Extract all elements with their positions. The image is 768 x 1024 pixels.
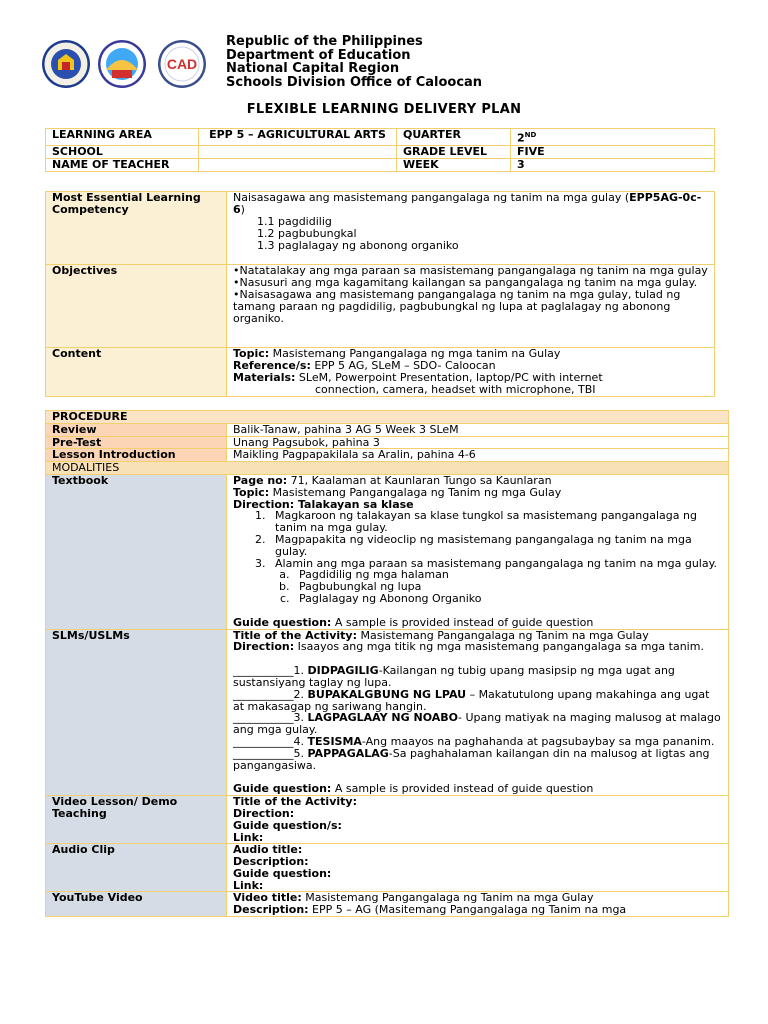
melc-close: )	[240, 203, 245, 216]
review-value: Balik-Tanaw, pahina 3 AG 5 Week 3 SLeM	[227, 423, 729, 436]
item-text: -Kailangan ng tubig upang masipsip ng mga ugat ang sustansiyang taglay ng lupa.	[233, 664, 675, 689]
textbook-step-text: Alamin ang mga paraan sa masistemang pangangalaga ng tanim na mga gulay.	[275, 556, 718, 570]
quarter-number: 2	[517, 131, 525, 145]
deped-seal-icon	[42, 40, 90, 88]
quarter-label: QUARTER	[397, 129, 511, 146]
audio-link-label: Link:	[233, 878, 264, 892]
slm-item	[233, 689, 722, 713]
youtube-title-label: Video title:	[233, 891, 302, 905]
topic-label: Topic:	[233, 347, 270, 360]
competency-table	[45, 191, 715, 397]
document-title: FLEXIBLE LEARNING DELIVERY PLAN	[246, 102, 522, 117]
answer-blank: ___________	[233, 711, 294, 725]
info-table	[45, 128, 715, 172]
content-label: Content	[46, 348, 227, 397]
video-link-label: Link:	[233, 830, 264, 844]
scrambled-word: PAPPAGALAG	[307, 746, 389, 760]
textbook-steps	[233, 510, 722, 604]
textbook-substep: b. Pagbubungkal ng lupa	[293, 581, 722, 593]
slm-title-value: Masistemang Pangangalaga ng Tanim na mga Gulay	[356, 629, 649, 642]
agency-header	[226, 35, 482, 89]
reference-value: EPP 5 AG, SLeM – SDO- Caloocan	[310, 359, 496, 372]
school-value	[199, 145, 397, 158]
slm-title-label: Title of the Activity:	[233, 629, 357, 642]
materials-value: SLeM, Powerpoint Presentation, laptop/PC with internet	[295, 371, 603, 384]
guide-label: Guide question:	[233, 782, 332, 796]
scrambled-word: TESISMA	[307, 734, 362, 748]
scrambled-word: DIDPAGILIG	[307, 664, 379, 678]
procedure-table	[45, 410, 729, 917]
learning-area-value: EPP 5 – AGRICULTURAL ARTS	[199, 129, 397, 146]
topic-value: Masistemang Pangangalaga ng Tanim ng mga Gulay	[269, 485, 562, 499]
youtube-description-value: EPP 5 – AG (Masitemang Pangangalaga ng Tanim na mga	[308, 903, 627, 917]
slm-direction-value: Isaayos ang mga titik ng mga masistemang pangangalaga sa mga tanim.	[294, 640, 704, 654]
learning-area-label: LEARNING AREA	[46, 129, 199, 146]
page-value: 71, Kaalaman at Kaunlaran Tungo sa Kaunlaran	[287, 474, 552, 487]
audio-title-label: Audio title:	[233, 843, 303, 857]
melc-item: 1.1 pagdidilig	[257, 215, 332, 228]
video-direction-label: Direction:	[233, 806, 295, 820]
item-text: -Ang maayos na paghahanda at pagsubaybay sa mga pananim.	[361, 734, 715, 748]
textbook-substep: a. Pagdidilig ng mga halaman	[293, 569, 722, 581]
header-logos	[42, 40, 212, 90]
answer-blank: ___________	[233, 664, 294, 678]
reference-label: Reference/s:	[233, 359, 311, 372]
schools-division-seal-icon	[98, 40, 146, 88]
scrambled-word: LAGPAGLAAY NG NOABO	[307, 711, 458, 725]
textbook-label: Textbook	[46, 474, 227, 629]
school-label: SCHOOL	[46, 145, 199, 158]
topic-value: Masistemang Pangangalaga ng mga tanim na Gulay	[269, 347, 561, 360]
item-text: - Upang matiyak na maging malusog at malago ang mga gulay.	[233, 711, 721, 737]
item-number: 3.	[293, 711, 308, 725]
textbook-direction: Direction: Talakayan sa klase	[233, 497, 414, 511]
content-value	[227, 348, 715, 397]
slm-item	[233, 712, 722, 736]
textbook-step	[269, 558, 722, 605]
objective-item: •Nasusuri ang mga kagamitang kailangan sa pangangalaga ng tanim na mga gulay.	[233, 276, 698, 289]
header-line: Republic of the Philippines	[226, 34, 423, 49]
textbook-substep: c. Paglalagay ng Abonong Organiko	[293, 593, 722, 605]
youtube-video-label: YouTube Video	[46, 892, 227, 917]
youtube-title-value: Masistemang Pangangalaga ng Tanim na mga Gulay	[301, 891, 594, 905]
quarter-value	[511, 129, 715, 146]
grade-level-label: GRADE LEVEL	[397, 145, 511, 158]
pretest-value: Unang Pagsubok, pahina 3	[227, 436, 729, 449]
melc-code: EPP5AG-0c-6	[233, 191, 702, 216]
melc-item: 1.3 paglalagay ng abonong organiko	[257, 239, 459, 252]
materials-label: Materials:	[233, 371, 296, 384]
melc-label: Most Essential Learning Competency	[46, 192, 227, 265]
audio-description-label: Description:	[233, 855, 309, 869]
video-title-label: Title of the Activity:	[233, 795, 357, 809]
topic-label: Topic:	[233, 485, 270, 499]
quarter-suffix: ND	[524, 131, 537, 139]
melc-text: Naisasagawa ang masistemang pangangalaga ng tanim na mga gulay (	[233, 191, 630, 204]
guide-label: Guide question:	[233, 615, 332, 629]
review-label: Review	[46, 423, 227, 436]
header-line: Schools Division Office of Caloocan	[226, 74, 483, 90]
slm-guide	[233, 783, 722, 795]
youtube-video-value	[227, 892, 729, 917]
teacher-value	[199, 158, 397, 171]
lesson-intro-value: Maikling Pagpapakilala sa Aralin, pahina 4-6	[227, 449, 729, 462]
objective-item: •Naisasagawa ang masistemang pangangalaga ng tanim na mga gulay, tulad ng tamang paraan ng pagdidilig, pagbubungkal ng lupa at paglalagay ng abonong organiko.	[233, 288, 681, 325]
objectives-value	[227, 265, 715, 348]
audio-guide-label: Guide question:	[233, 866, 332, 880]
guide-value: A sample is provided instead of guide question	[331, 615, 594, 629]
item-number: 1.	[293, 664, 308, 678]
slm-value	[227, 629, 729, 796]
week-label: WEEK	[397, 158, 511, 171]
pretest-label: Pre-Test	[46, 436, 227, 449]
textbook-step: 2. Magpapakita ng videoclip ng masistemang pangangalaga ng tanim na mga gulay.	[269, 534, 722, 558]
slm-direction	[233, 641, 722, 653]
video-lesson-value	[227, 796, 729, 844]
video-guide-label: Guide question/s:	[233, 818, 342, 832]
item-number: 5.	[293, 746, 308, 760]
answer-blank: ___________	[233, 687, 294, 701]
teacher-label: NAME OF TEACHER	[46, 158, 199, 171]
slm-item	[233, 665, 722, 689]
modalities-header: MODALITIES	[46, 462, 729, 475]
objectives-label: Objectives	[46, 265, 227, 348]
textbook-substeps	[275, 569, 722, 604]
textbook-topic	[233, 487, 722, 499]
scrambled-word: BUPAKALGBUNG NG LPAU	[307, 687, 467, 701]
slm-label: SLMs/USLMs	[46, 629, 227, 796]
procedure-header: PROCEDURE	[46, 411, 729, 424]
grade-level-value: FIVE	[511, 145, 715, 158]
item-text: – Makatutulong upang makahinga ang ugat at makasagap ng sariwang hangin.	[233, 687, 710, 713]
item-number: 2.	[293, 687, 308, 701]
header-line: Department of Education	[226, 47, 411, 63]
cad-logo-text: CAD	[166, 56, 198, 72]
audio-clip-value	[227, 844, 729, 892]
item-number: 4.	[293, 734, 308, 748]
textbook-guide	[233, 617, 722, 629]
video-lesson-label: Video Lesson/ Demo Teaching	[46, 796, 227, 844]
materials-continued: connection, camera, headset with microphone, TBI	[315, 383, 596, 396]
textbook-value	[227, 474, 729, 629]
guide-value: A sample is provided instead of guide question	[331, 782, 594, 796]
item-text: -Sa paghahalaman kailangan din na malusog at ligtas ang pangangasiwa.	[233, 746, 710, 772]
objective-item: •Natatalakay ang mga paraan sa masistemang pangangalaga ng tanim na mga gulay	[233, 264, 708, 277]
cad-logo-icon	[158, 40, 206, 88]
audio-clip-label: Audio Clip	[46, 844, 227, 892]
melc-item: 1.2 pagbubungkal	[257, 227, 357, 240]
melc-value	[227, 192, 715, 265]
textbook-step: 1. Magkaroon ng talakayan sa klase tungkol sa masistemang pangangalaga ng tanim na mga gulay.	[269, 510, 722, 534]
week-value: 3	[511, 158, 715, 171]
page-label: Page no:	[233, 474, 288, 487]
lesson-intro-label: Lesson Introduction	[46, 449, 227, 462]
youtube-description-label: Description:	[233, 903, 309, 917]
slm-item	[233, 748, 722, 772]
youtube-description	[233, 904, 722, 916]
slm-direction-label: Direction:	[233, 640, 295, 654]
answer-blank: ___________	[233, 734, 294, 748]
answer-blank: ___________	[233, 746, 294, 760]
header-line: National Capital Region	[226, 61, 400, 76]
